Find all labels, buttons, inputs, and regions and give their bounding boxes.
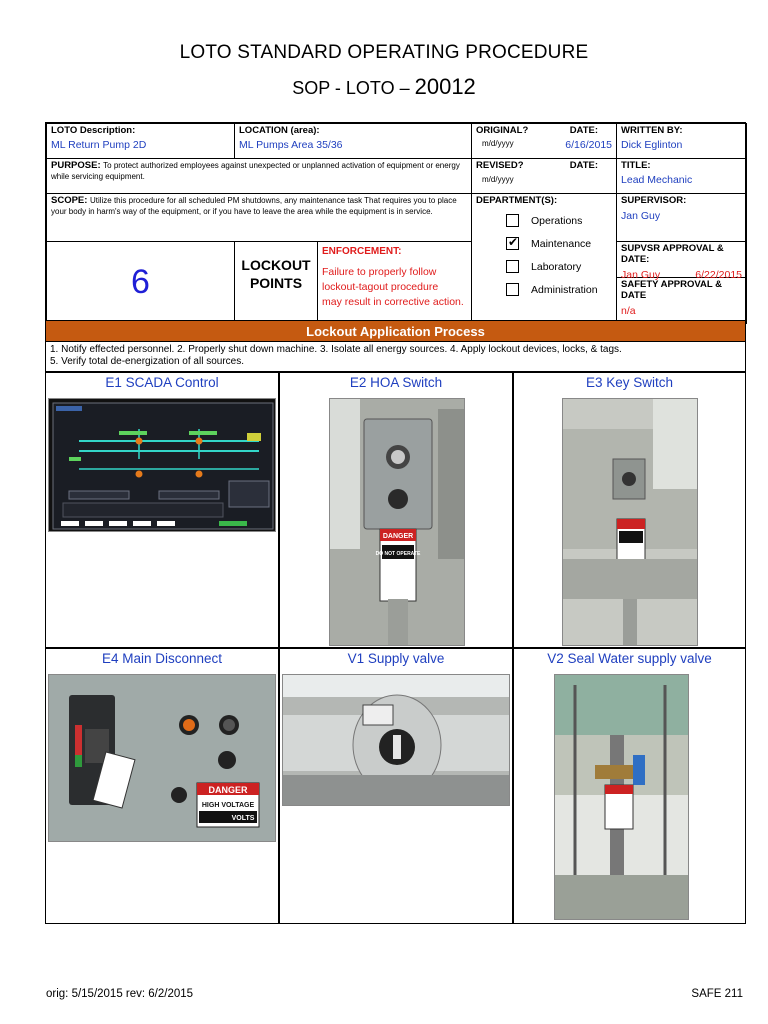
enforcement-cell — [318, 242, 472, 324]
supervisor-cell — [617, 194, 747, 242]
e4-volts-text: VOLTS — [231, 815, 255, 822]
location-value[interactable]: ML Pumps Area 35/36 — [239, 139, 343, 151]
supervisor-label: SUPERVISOR: — [621, 195, 687, 206]
point-v1 — [279, 648, 513, 924]
scope-label: SCOPE: — [51, 195, 88, 206]
revised-label: REVISED? — [476, 160, 524, 171]
supvsr-approval-name[interactable]: Jan Guy — [621, 269, 661, 281]
main-disconnect-graphic — [49, 675, 276, 842]
revised-format: m/d/yyyy — [482, 175, 514, 184]
location-label: LOCATION (area): — [239, 125, 320, 136]
key-switch-photo — [562, 398, 698, 646]
original-date-label: DATE: — [569, 125, 599, 136]
enforcement-label: ENFORCEMENT: — [322, 246, 402, 257]
administration-checkbox[interactable] — [506, 283, 519, 296]
department-list — [476, 212, 612, 298]
purpose-text: To protect authorized employees against unexpected or unplanned activation of equipment or energy while servicing equipment. — [51, 161, 460, 181]
purpose-label: PURPOSE: — [51, 160, 101, 171]
loto-description-cell — [47, 124, 235, 159]
footer-code: SAFE 211 — [691, 988, 743, 1000]
enforcement-text: Failure to properly follow lockout-tagout procedure may result in corrective action. — [322, 266, 464, 308]
scope-text: Utilize this procedure for all scheduled PM shutdowns, any maintenance task That requires you to place your body in harm's way of the equipment, or if you have to leave the area while the equipment is in service. — [51, 196, 457, 216]
safety-approval-label: SAFETY APPROVAL & DATE — [621, 279, 723, 301]
loto-description-label: LOTO Description: — [51, 125, 136, 136]
lockout-points-cell — [235, 242, 318, 324]
hoa-do-not-operate-text: DO NOT OPERATE — [375, 551, 421, 557]
supvsr-approval-label: SUPVSR APPROVAL & DATE: — [621, 243, 724, 265]
lockout-label: LOCKOUT — [241, 257, 311, 273]
hoa-danger-text: DANGER — [382, 533, 414, 540]
points-label: POINTS — [249, 275, 303, 291]
process-banner: Lockout Application Process — [45, 320, 746, 342]
supply-valve-graphic — [283, 675, 510, 806]
loto-form — [45, 122, 746, 325]
point-e4-caption: E4 Main Disconnect — [101, 651, 223, 666]
original-cell — [472, 124, 617, 159]
lockout-count: 6 — [131, 263, 150, 301]
e4-danger-text: DANGER — [208, 785, 248, 795]
hoa-switch-graphic — [330, 399, 465, 646]
point-e3-caption: E3 Key Switch — [585, 375, 674, 390]
supvsr-approval-date[interactable]: 6/22/2015 — [695, 269, 743, 281]
laboratory-checkbox[interactable] — [506, 260, 519, 273]
point-v2-caption: V2 Seal Water supply valve — [547, 651, 712, 666]
title-value[interactable]: Lead Mechanic — [621, 174, 693, 186]
location-cell — [235, 124, 472, 159]
point-e1 — [45, 372, 279, 648]
department-label: DEPARTMENT(S): — [476, 195, 558, 206]
purpose-cell — [47, 159, 472, 194]
scada-screen-photo — [48, 398, 276, 532]
steps-line-1: 1. Notify effected personnel. 2. Properly shut down machine. 3. Isolate all energy sources. 4. Apply lockout devices, locks, & tags. — [50, 344, 622, 355]
original-label: ORIGINAL? — [476, 125, 529, 136]
steps-line-2: 5. Verify total de-energization of all sources. — [50, 356, 244, 367]
scada-screen-graphic — [49, 399, 276, 532]
safety-approval-value[interactable]: n/a — [621, 305, 636, 317]
point-e4 — [45, 648, 279, 924]
department-maintenance[interactable]: ✔ Maintenance — [506, 235, 612, 252]
revised-cell — [472, 159, 617, 194]
revised-date-label: DATE: — [569, 160, 599, 171]
sop-number-line — [0, 74, 768, 100]
supervisor-value[interactable]: Jan Guy — [621, 210, 661, 222]
written-by-value[interactable]: Dick Eglinton — [621, 139, 683, 151]
point-v2 — [513, 648, 746, 924]
title-cell — [617, 159, 747, 194]
seal-water-valve-graphic — [555, 675, 689, 920]
sop-prefix: SOP - LOTO – — [292, 78, 410, 98]
point-e2-caption: E2 HOA Switch — [349, 375, 443, 390]
department-laboratory[interactable]: Laboratory — [506, 258, 612, 275]
operations-checkbox[interactable] — [506, 214, 519, 227]
point-e1-caption: E1 SCADA Control — [105, 375, 219, 390]
original-format: m/d/yyyy — [482, 139, 514, 148]
department-cell — [472, 194, 617, 324]
title-label: TITLE: — [621, 160, 651, 171]
maintenance-checkbox[interactable] — [506, 237, 519, 250]
scope-cell — [47, 194, 472, 242]
point-e2 — [279, 372, 513, 648]
written-by-label: WRITTEN BY: — [621, 125, 683, 136]
e4-high-voltage-text: HIGH VOLTAGE — [201, 802, 255, 809]
written-by-cell — [617, 124, 747, 159]
point-v1-caption: V1 Supply valve — [347, 651, 445, 666]
original-date-value[interactable]: 6/16/2015 — [565, 139, 613, 151]
sop-number: 20012 — [414, 74, 476, 99]
key-switch-graphic — [563, 399, 698, 646]
main-disconnect-photo — [48, 674, 276, 842]
document-title: LOTO STANDARD OPERATING PROCEDURE — [179, 42, 589, 63]
hoa-switch-photo — [329, 398, 465, 646]
process-steps — [45, 342, 746, 372]
point-e3 — [513, 372, 746, 648]
department-operations[interactable]: Operations — [506, 212, 612, 229]
loto-description-value[interactable]: ML Return Pump 2D — [51, 139, 147, 151]
footer-revision: orig: 5/15/2015 rev: 6/2/2015 — [46, 988, 194, 1000]
supply-valve-photo — [282, 674, 510, 806]
approvals-cell — [617, 242, 747, 324]
seal-water-valve-photo — [554, 674, 689, 920]
lockout-count-cell — [47, 242, 235, 324]
department-administration[interactable]: Administration — [506, 281, 612, 298]
